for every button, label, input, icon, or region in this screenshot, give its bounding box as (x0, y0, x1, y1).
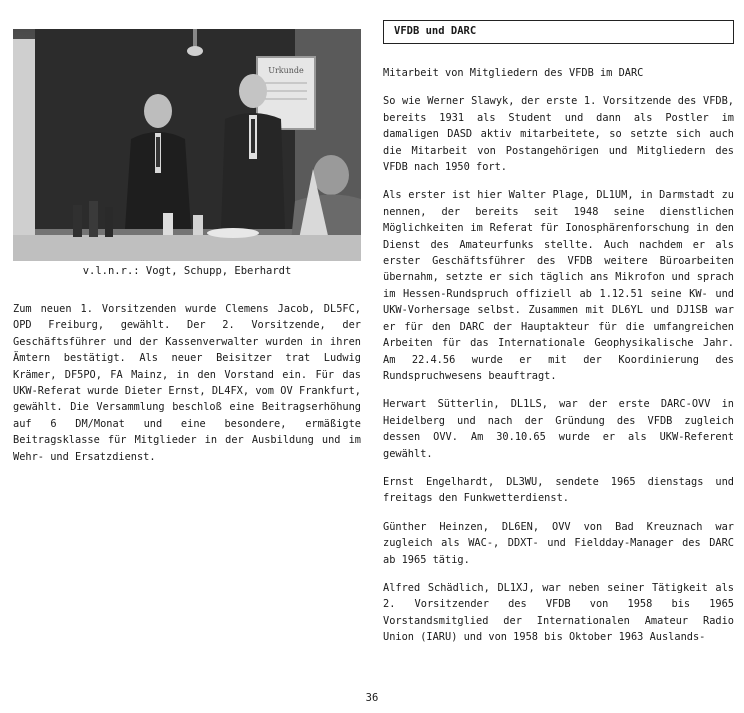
right-paragraph: Alfred Schädlich, DL1XJ, war neben seiner Tätigkeit als 2. Vorsitzender des VFDB von 1958 bis 1965 Vorstandsmitglied der Internationalen Amateur Radio Union (IARU) und von 1958 bis Oktober 1963 Auslands- (383, 581, 734, 644)
section-title: VFDB und DARC (394, 25, 477, 37)
photo-caption: v.l.n.r.: Vogt, Schupp, Eberhardt (82, 265, 292, 277)
photo-image (13, 29, 361, 261)
right-paragraph: Günther Heinzen, DL6EN, OVV von Bad Kreuznach war zugleich als WAC-, DDXT- und Fieldday-Manager des DARC ab 1965 tätig. (383, 520, 734, 566)
right-paragraph: Ernst Engelhardt, DL3WU, sendete 1965 dienstags und freitags den Funkwetterdienst. (383, 475, 734, 505)
right-paragraph: Herwart Sütterlin, DL1LS, war der erste DARC-OVV in Heidelberg und nach der Gründung des VFDB zugleich dessen OVV. Am 30.10.65 wurde er als UKW-Referent gewählt. (383, 398, 734, 460)
certificate-text: Urkunde (268, 66, 304, 75)
right-text-column (383, 65, 734, 658)
left-paragraph: Zum neuen 1. Vorsitzenden wurde Clemens Jacob, DL5FC, OPD Freiburg, gewählt. Der 2. Vorsitzende, der Geschäftsführer und der Kassenverwalter wurden in ihren Ämtern bestätigt. Als neuer Beisitzer trat Ludwig Krämer, DF5PO, FA Mainz, in den Vorstand ein. Für das UKW-Referat wurde Dieter Ernst, DL4FX, vom OV Frankfurt, gewählt. Die Versammlung beschloß eine Beitragserhöhung auf 6 DM/Monat und eine besondere, ermäßigte Beitragsklasse für Mitglieder in der Ausbildung und im Wehr- und Ersatzdienst. (13, 303, 361, 463)
section-title-box (383, 20, 734, 44)
group-photo (13, 29, 361, 261)
left-text-column (13, 301, 361, 477)
right-paragraph: Als erster ist hier Walter Plage, DL1UM, in Darmstadt zu nennen, der bereits seit 1948 seine dienstlichen Möglichkeiten im Referat für Ionosphärenforschung in den Dienst des Amateurfunks stellte. Auch nachdem er als erster Geschäftsführer des VFDB weitere Büroarbeiten übernahm, setzte er sich täglich ans Mikrofon und sprach im Hessen-Rundspruch offiziell ab 1.12.51 seine KW- und UKW-Vorhersage selbst. Zusammen mit DL6YL und DJ1SB war er für den DARC der Hauptakteur für die umfangreichen Arbeiten für das Internationale Geophysikalische Jahr. Am 22.4.56 wurde er mit der Koordinierung des Rundspruchwesens beauftragt. (383, 189, 734, 382)
section-subtitle: Mitarbeit von Mitgliedern des VFDB im DARC (383, 67, 644, 79)
right-paragraph: So wie Werner Slawyk, der erste 1. Vorsitzende des VFDB, bereits 1931 als Student und dann als Postler im damaligen DASD aktiv mitarbeitete, so setzte sich auch die Mitarbeit von Postangehörigen und Mitgliedern des VFDB nach 1950 fort. (383, 95, 734, 174)
page-number: 36 (365, 692, 379, 704)
